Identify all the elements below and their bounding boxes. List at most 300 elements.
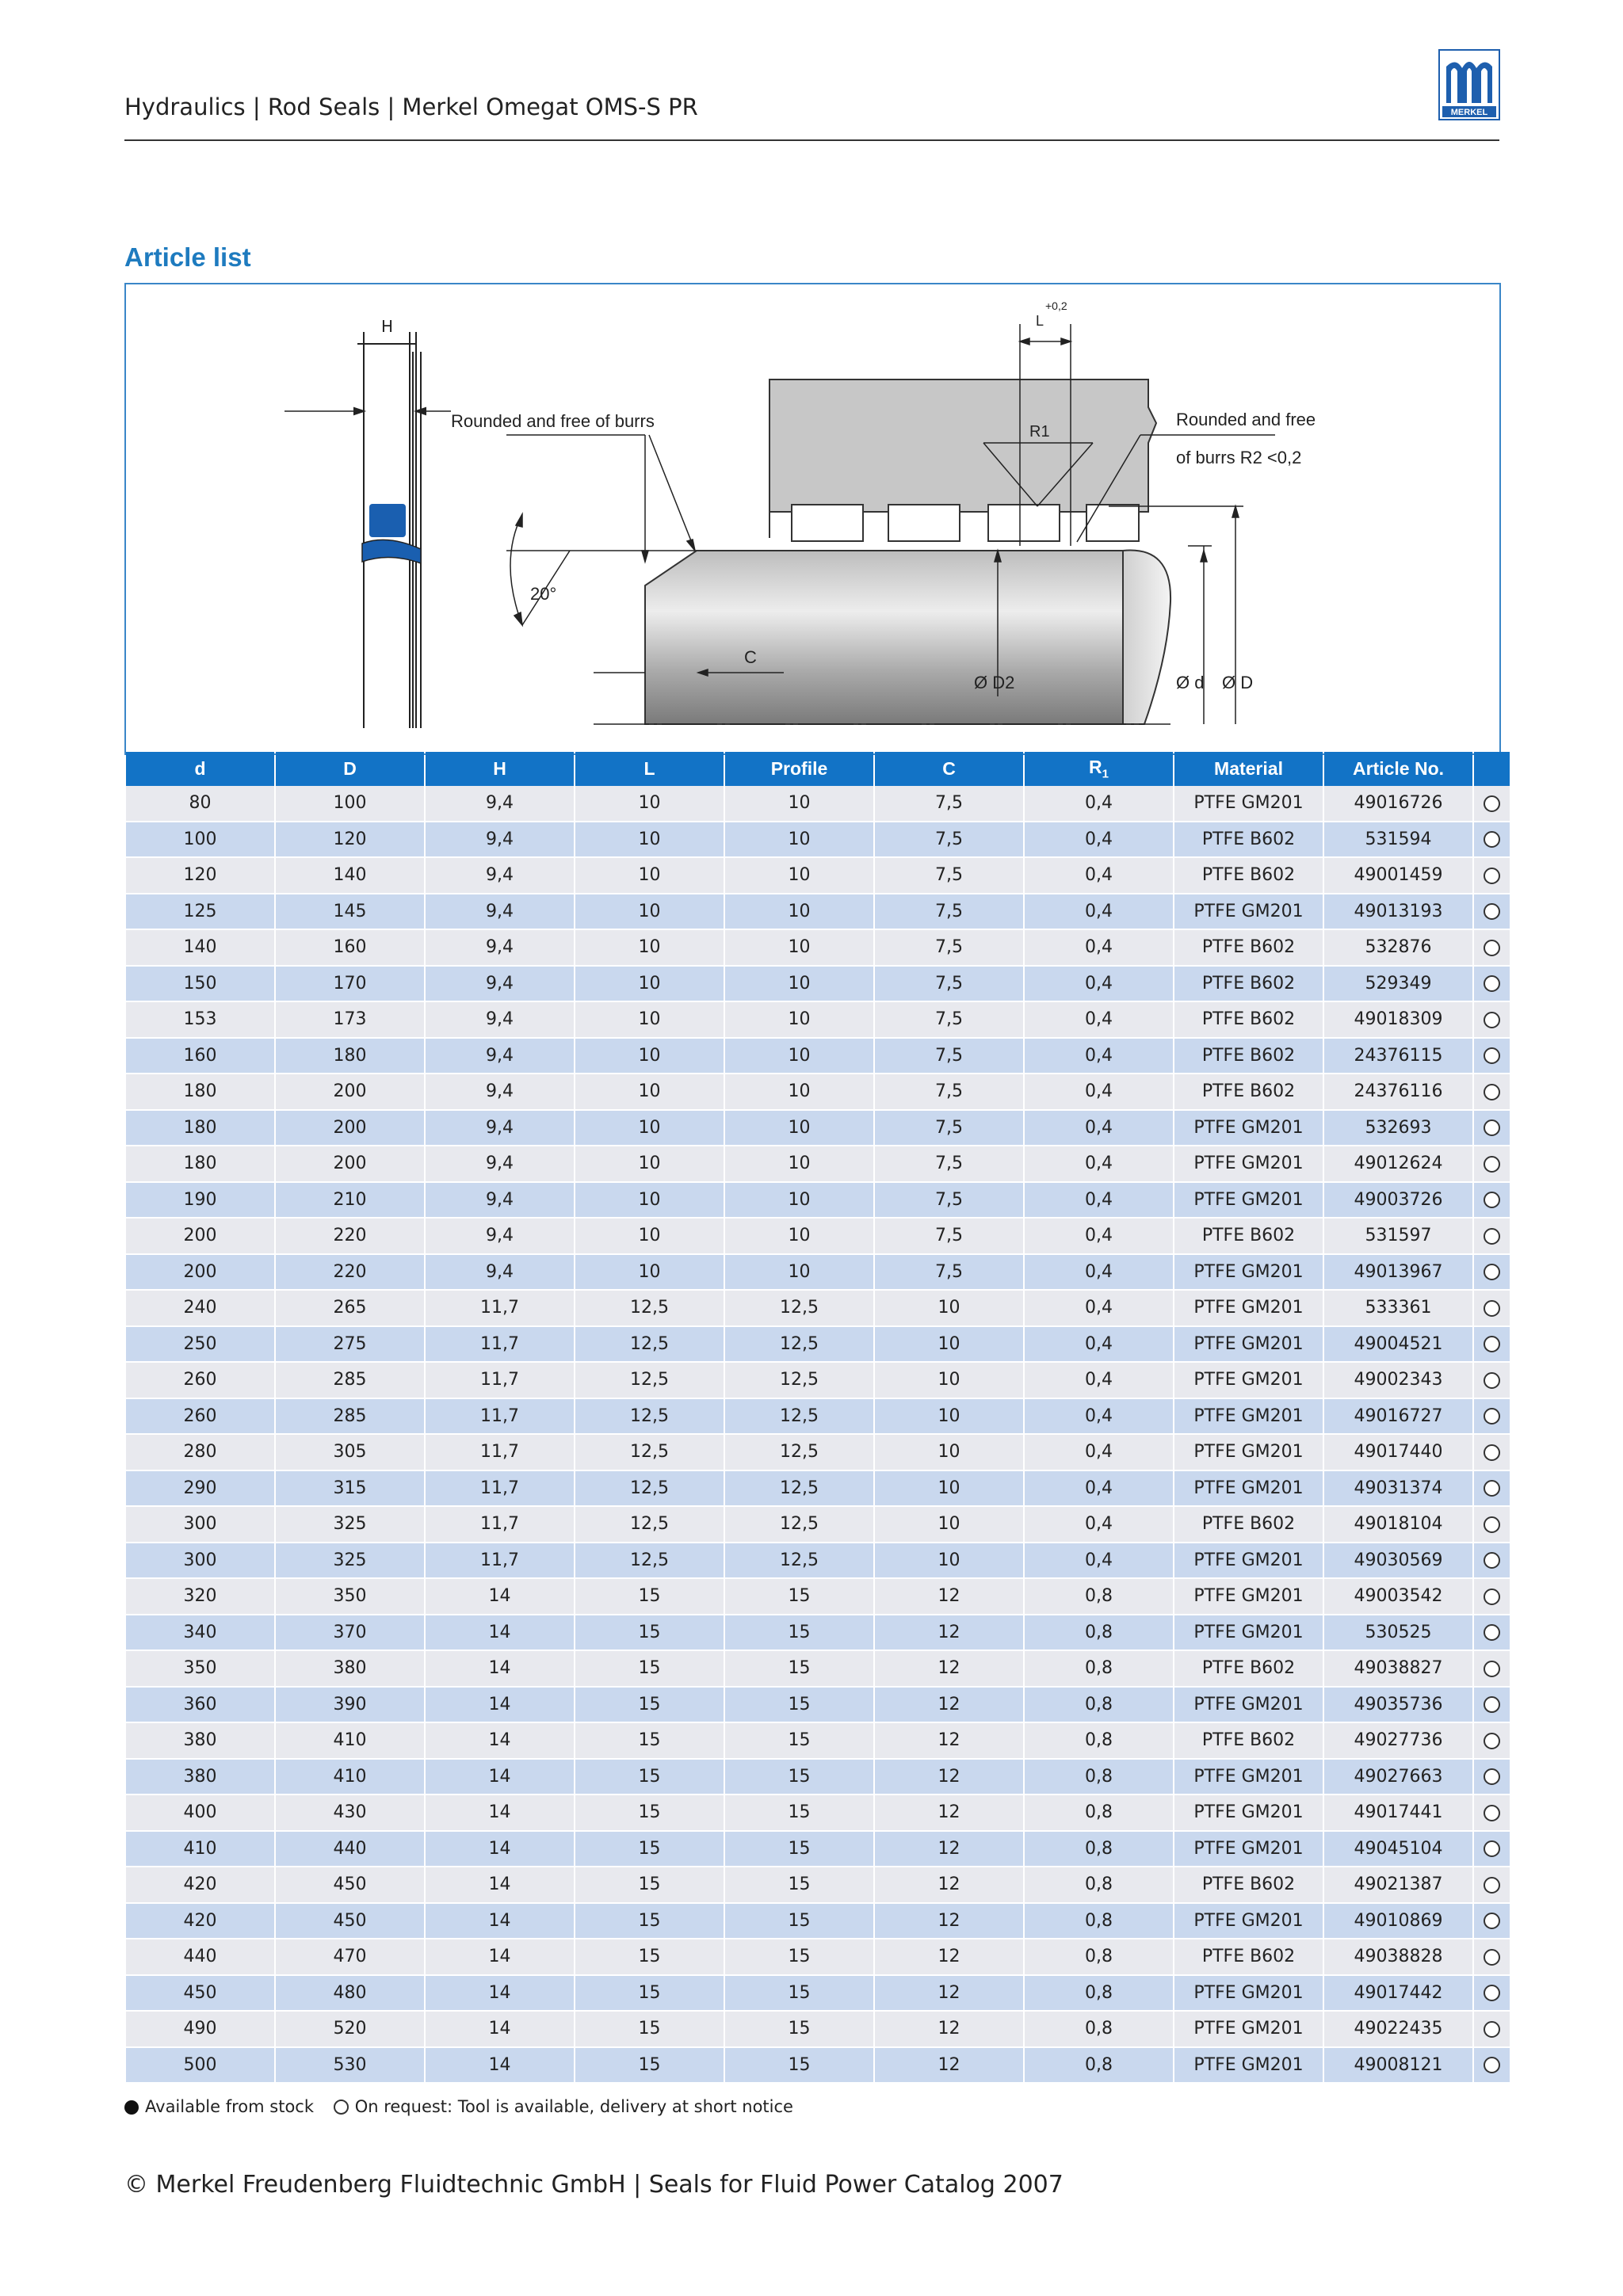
table-row	[126, 1976, 1510, 2012]
table-row	[126, 1291, 1510, 1327]
table-cell: 12,5	[575, 1327, 724, 1363]
table-cell: 450	[126, 1976, 274, 2012]
table-row	[126, 1111, 1510, 1147]
table-cell: 11,7	[426, 1471, 574, 1508]
availability-cell	[1474, 786, 1510, 822]
label-rounded-right-1: Rounded and free	[1176, 410, 1316, 429]
label-d-large: Ø D	[1222, 673, 1254, 692]
table-cell: 12	[875, 1651, 1023, 1688]
table-cell: 15	[725, 1688, 873, 1724]
table-cell: 9,4	[426, 894, 574, 931]
on-request-circle-icon	[1484, 1913, 1500, 1929]
table-cell: 12	[875, 1760, 1023, 1796]
table-cell: 15	[575, 1976, 724, 2012]
table-cell: 450	[276, 1867, 424, 1904]
table-cell: 49008121	[1324, 2048, 1472, 2084]
header-divider	[124, 139, 1499, 141]
table-cell: 180	[126, 1146, 274, 1183]
on-request-circle-icon	[1484, 1552, 1500, 1569]
table-cell: 9,4	[426, 1074, 574, 1111]
table-cell: 10	[725, 1074, 873, 1111]
table-cell: 12	[875, 1904, 1023, 1940]
table-cell: 10	[575, 967, 724, 1003]
table-cell: 10	[725, 1183, 873, 1219]
table-cell: 0,4	[1025, 967, 1173, 1003]
seal-side-view	[285, 332, 451, 728]
table-cell: 300	[126, 1543, 274, 1580]
table-cell: 9,4	[426, 1219, 574, 1255]
table-cell: 15	[575, 1760, 724, 1796]
table-cell: 49004521	[1324, 1327, 1472, 1363]
table-cell: 240	[126, 1291, 274, 1327]
table-cell: 10	[725, 930, 873, 967]
on-request-circle-icon	[1484, 1408, 1500, 1425]
table-cell: 0,8	[1025, 1904, 1173, 1940]
table-cell: 10	[575, 822, 724, 859]
table-row	[126, 1904, 1510, 1940]
table-cell: 10	[725, 1255, 873, 1291]
table-cell: 0,4	[1025, 858, 1173, 894]
table-cell: 9,4	[426, 858, 574, 894]
table-cell: 12,5	[575, 1543, 724, 1580]
table-cell: 49017441	[1324, 1795, 1472, 1832]
table-cell: 0,8	[1025, 1651, 1173, 1688]
on-request-circle-icon	[1484, 1119, 1500, 1136]
on-request-circle-icon	[1484, 1516, 1500, 1533]
table-cell: 7,5	[875, 786, 1023, 822]
table-cell: 12,5	[725, 1399, 873, 1436]
table-cell: PTFE GM201	[1174, 1435, 1323, 1471]
seal-lip-blue	[362, 540, 421, 563]
availability-cell	[1474, 1146, 1510, 1183]
table-cell: 10	[875, 1543, 1023, 1580]
rod	[645, 551, 1123, 724]
table-cell: 0,8	[1025, 2048, 1173, 2084]
table-cell: 120	[126, 858, 274, 894]
table-cell: PTFE GM201	[1174, 1688, 1323, 1724]
table-cell: 14	[426, 1867, 574, 1904]
table-cell: PTFE B602	[1174, 1507, 1323, 1543]
table-cell: 15	[575, 1795, 724, 1832]
section-title: Article list	[124, 242, 251, 272]
table-row	[126, 1579, 1510, 1615]
col-header-D: D	[276, 752, 424, 786]
table-cell: 10	[875, 1471, 1023, 1508]
on-request-circle-icon	[1484, 940, 1500, 956]
table-cell: 530525	[1324, 1615, 1472, 1652]
table-cell: 440	[126, 1939, 274, 1976]
table-cell: 200	[126, 1219, 274, 1255]
on-request-circle-icon	[1484, 868, 1500, 884]
table-cell: 15	[575, 1688, 724, 1724]
table-cell: 14	[426, 1795, 574, 1832]
table-cell: 12	[875, 1832, 1023, 1868]
table-cell: 250	[126, 1327, 274, 1363]
label-l: L	[1036, 313, 1044, 329]
table-cell: PTFE B602	[1174, 858, 1323, 894]
table-cell: 12	[875, 2048, 1023, 2084]
table-cell: 180	[126, 1111, 274, 1147]
table-cell: 12	[875, 1723, 1023, 1760]
col-header-c: C	[875, 752, 1023, 786]
table-cell: 0,4	[1025, 1255, 1173, 1291]
table-cell: 0,4	[1025, 1507, 1173, 1543]
col-header-l: L	[575, 752, 724, 786]
table-cell: 360	[126, 1688, 274, 1724]
table-cell: 0,4	[1025, 1002, 1173, 1039]
table-cell: 0,8	[1025, 1939, 1173, 1976]
table-cell: 7,5	[875, 1111, 1023, 1147]
table-cell: 0,4	[1025, 1219, 1173, 1255]
table-cell: PTFE B602	[1174, 1723, 1323, 1760]
table-cell: PTFE B602	[1174, 1867, 1323, 1904]
availability-cell	[1474, 1074, 1510, 1111]
on-request-circle-icon	[1484, 1733, 1500, 1749]
table-cell: 49017440	[1324, 1435, 1472, 1471]
table-cell: 265	[276, 1291, 424, 1327]
table-cell: 0,8	[1025, 1867, 1173, 1904]
table-cell: 290	[126, 1471, 274, 1508]
table-row	[126, 1039, 1510, 1075]
table-cell: 0,4	[1025, 1363, 1173, 1399]
table-cell: 49002343	[1324, 1363, 1472, 1399]
table-cell: PTFE B602	[1174, 967, 1323, 1003]
table-cell: 0,4	[1025, 1183, 1173, 1219]
table-cell: 340	[126, 1615, 274, 1652]
table-cell: 190	[126, 1183, 274, 1219]
table-cell: 7,5	[875, 1074, 1023, 1111]
table-cell: 480	[276, 1976, 424, 2012]
table-cell: 0,8	[1025, 1688, 1173, 1724]
table-cell: 500	[126, 2048, 274, 2084]
table-cell: 12	[875, 1867, 1023, 1904]
table-cell: 49021387	[1324, 1867, 1472, 1904]
filled-circle-icon	[124, 2100, 139, 2115]
table-row	[126, 1867, 1510, 1904]
table-cell: 10	[575, 786, 724, 822]
table-cell: 15	[725, 1939, 873, 1976]
table-cell: 10	[875, 1291, 1023, 1327]
table-cell: 9,4	[426, 1111, 574, 1147]
on-request-circle-icon	[1484, 1156, 1500, 1173]
table-row	[126, 1074, 1510, 1111]
availability-cell	[1474, 930, 1510, 967]
table-cell: 200	[276, 1111, 424, 1147]
table-cell: 7,5	[875, 1183, 1023, 1219]
table-cell: 15	[725, 2048, 873, 2084]
table-row	[126, 1183, 1510, 1219]
on-request-circle-icon	[1484, 1877, 1500, 1894]
table-cell: 350	[276, 1579, 424, 1615]
table-row	[126, 930, 1510, 967]
table-cell: 49031374	[1324, 1471, 1472, 1508]
table-row	[126, 1146, 1510, 1183]
table-cell: 49027663	[1324, 1760, 1472, 1796]
on-request-circle-icon	[1484, 1012, 1500, 1028]
table-cell: 260	[126, 1363, 274, 1399]
table-cell: PTFE B602	[1174, 1002, 1323, 1039]
table-cell: 10	[575, 1074, 724, 1111]
on-request-circle-icon	[1484, 1264, 1500, 1280]
on-request-circle-icon	[1484, 1192, 1500, 1208]
table-row	[126, 822, 1510, 859]
legend-request: On request: Tool is available, delivery at short notice	[354, 2097, 793, 2116]
table-row	[126, 1435, 1510, 1471]
table-cell: 14	[426, 2012, 574, 2048]
technical-drawing	[124, 283, 1501, 755]
table-cell: 24376115	[1324, 1039, 1472, 1075]
table-cell: 15	[725, 1904, 873, 1940]
table-cell: 15	[575, 2012, 724, 2048]
table-cell: 9,4	[426, 1183, 574, 1219]
table-cell: 10	[575, 1002, 724, 1039]
table-cell: 0,4	[1025, 1543, 1173, 1580]
on-request-circle-icon	[1484, 1047, 1500, 1064]
availability-cell	[1474, 1976, 1510, 2012]
table-cell: 49022435	[1324, 2012, 1472, 2048]
table-cell: PTFE GM201	[1174, 1111, 1323, 1147]
table-cell: 531594	[1324, 822, 1472, 859]
table-cell: 0,4	[1025, 1471, 1173, 1508]
on-request-circle-icon	[1484, 1589, 1500, 1605]
table-cell: 15	[725, 1579, 873, 1615]
table-cell: 532876	[1324, 930, 1472, 967]
table-cell: 49001459	[1324, 858, 1472, 894]
table-cell: 7,5	[875, 1255, 1023, 1291]
availability-cell	[1474, 2048, 1510, 2084]
table-cell: 11,7	[426, 1291, 574, 1327]
table-cell: 350	[126, 1651, 274, 1688]
availability-cell	[1474, 894, 1510, 931]
table-cell: 10	[725, 1002, 873, 1039]
table-cell: 490	[126, 2012, 274, 2048]
on-request-circle-icon	[1484, 1372, 1500, 1389]
availability-cell	[1474, 1327, 1510, 1363]
on-request-circle-icon	[1484, 2057, 1500, 2073]
table-cell: 200	[126, 1255, 274, 1291]
table-cell: 12,5	[575, 1399, 724, 1436]
table-cell: PTFE B602	[1174, 930, 1323, 967]
table-row	[126, 1832, 1510, 1868]
table-cell: 10	[725, 1146, 873, 1183]
article-table	[124, 752, 1511, 2084]
table-cell: 9,4	[426, 1002, 574, 1039]
table-cell: 12,5	[725, 1543, 873, 1580]
table-cell: 315	[276, 1471, 424, 1508]
table-row	[126, 786, 1510, 822]
label-angle: 20°	[530, 584, 557, 604]
table-cell: 11,7	[426, 1399, 574, 1436]
table-cell: 140	[276, 858, 424, 894]
table-cell: 9,4	[426, 1255, 574, 1291]
table-cell: PTFE GM201	[1174, 1543, 1323, 1580]
table-cell: 0,4	[1025, 1291, 1173, 1327]
table-cell: 12,5	[725, 1507, 873, 1543]
table-cell: 15	[725, 1795, 873, 1832]
table-cell: PTFE B602	[1174, 822, 1323, 859]
table-cell: 7,5	[875, 967, 1023, 1003]
table-cell: 14	[426, 1723, 574, 1760]
logo-text: MERKEL	[1450, 108, 1488, 117]
table-cell: 410	[276, 1723, 424, 1760]
table-cell: 14	[426, 2048, 574, 2084]
table-cell: 120	[276, 822, 424, 859]
table-cell: 450	[276, 1904, 424, 1940]
table-cell: 49013967	[1324, 1255, 1472, 1291]
table-cell: 10	[875, 1363, 1023, 1399]
table-cell: 200	[276, 1074, 424, 1111]
table-cell: 173	[276, 1002, 424, 1039]
housing	[769, 379, 1156, 541]
table-cell: 11,7	[426, 1435, 574, 1471]
table-cell: 7,5	[875, 1002, 1023, 1039]
table-row	[126, 1399, 1510, 1436]
table-cell: 410	[126, 1832, 274, 1868]
table-cell: 0,8	[1025, 1832, 1173, 1868]
table-row	[126, 1723, 1510, 1760]
table-cell: 530	[276, 2048, 424, 2084]
table-cell: 100	[126, 822, 274, 859]
availability-cell	[1474, 1111, 1510, 1147]
table-cell: 285	[276, 1399, 424, 1436]
table-cell: 390	[276, 1688, 424, 1724]
on-request-circle-icon	[1484, 795, 1500, 812]
table-row	[126, 1255, 1510, 1291]
label-r1: R1	[1029, 423, 1050, 441]
table-cell: 140	[126, 930, 274, 967]
table-cell: 7,5	[875, 822, 1023, 859]
table-cell: 15	[575, 1615, 724, 1652]
table-cell: PTFE GM201	[1174, 2048, 1323, 2084]
on-request-circle-icon	[1484, 1444, 1500, 1461]
table-cell: PTFE GM201	[1174, 1615, 1323, 1652]
table-cell: 49013193	[1324, 894, 1472, 931]
table-row	[126, 1760, 1510, 1796]
col-header-material: Material	[1174, 752, 1323, 786]
table-cell: 14	[426, 1760, 574, 1796]
table-cell: 9,4	[426, 1039, 574, 1075]
table-cell: 10	[875, 1399, 1023, 1436]
table-cell: 14	[426, 1832, 574, 1868]
table-cell: 531597	[1324, 1219, 1472, 1255]
table-cell: 15	[575, 1904, 724, 1940]
table-cell: 0,4	[1025, 930, 1173, 967]
table-cell: 305	[276, 1435, 424, 1471]
table-cell: 15	[725, 1651, 873, 1688]
table-cell: PTFE GM201	[1174, 894, 1323, 931]
table-cell: 49012624	[1324, 1146, 1472, 1183]
table-cell: 49018104	[1324, 1507, 1472, 1543]
table-cell: 533361	[1324, 1291, 1472, 1327]
table-cell: 10	[725, 1039, 873, 1075]
table-cell: 49038828	[1324, 1939, 1472, 1976]
table-cell: PTFE GM201	[1174, 1291, 1323, 1327]
table-cell: 12,5	[725, 1471, 873, 1508]
table-cell: 7,5	[875, 1039, 1023, 1075]
availability-cell	[1474, 1688, 1510, 1724]
table-cell: 400	[126, 1795, 274, 1832]
table-cell: 11,7	[426, 1327, 574, 1363]
table-cell: 10	[575, 858, 724, 894]
table-cell: 9,4	[426, 930, 574, 967]
col-header-article-no: Article No.	[1324, 752, 1472, 786]
table-row	[126, 1651, 1510, 1688]
table-cell: 180	[276, 1039, 424, 1075]
table-cell: 10	[575, 1039, 724, 1075]
availability-cell	[1474, 1435, 1510, 1471]
label-rounded-right-2: of burrs R2 <0,2	[1176, 448, 1302, 467]
table-cell: PTFE GM201	[1174, 2012, 1323, 2048]
table-cell: 12	[875, 1976, 1023, 2012]
on-request-circle-icon	[1484, 1336, 1500, 1352]
table-cell: 12	[875, 1579, 1023, 1615]
table-cell: 49045104	[1324, 1832, 1472, 1868]
availability-cell	[1474, 858, 1510, 894]
table-cell: 11,7	[426, 1543, 574, 1580]
table-cell: 10	[725, 786, 873, 822]
availability-cell	[1474, 1219, 1510, 1255]
table-cell: 15	[725, 1723, 873, 1760]
availability-cell	[1474, 1507, 1510, 1543]
availability-cell	[1474, 1471, 1510, 1508]
table-cell: 380	[276, 1651, 424, 1688]
table-cell: PTFE GM201	[1174, 1399, 1323, 1436]
empty-circle-icon	[334, 2100, 349, 2115]
availability-cell	[1474, 1291, 1510, 1327]
on-request-circle-icon	[1484, 975, 1500, 992]
table-cell: PTFE GM201	[1174, 1183, 1323, 1219]
table-row	[126, 1543, 1510, 1580]
table-cell: 15	[575, 1867, 724, 1904]
table-cell: 300	[126, 1507, 274, 1543]
merkel-logo	[1438, 49, 1500, 120]
table-cell: 15	[575, 1579, 724, 1615]
page-footer: © Merkel Freudenberg Fluidtechnic GmbH | Seals for Fluid Power Catalog 2007	[124, 2171, 1064, 2199]
availability-cell	[1474, 1399, 1510, 1436]
availability-cell	[1474, 1832, 1510, 1868]
table-cell: PTFE GM201	[1174, 786, 1323, 822]
table-cell: 0,8	[1025, 1579, 1173, 1615]
table-cell: 12	[875, 1939, 1023, 1976]
table-cell: 0,8	[1025, 1723, 1173, 1760]
table-cell: 160	[126, 1039, 274, 1075]
col-header-r1: $R_1$	[1025, 752, 1173, 786]
table-row	[126, 1615, 1510, 1652]
rod-end	[1123, 551, 1170, 724]
table-cell: 11,7	[426, 1507, 574, 1543]
table-cell: 10	[875, 1435, 1023, 1471]
table-cell: PTFE GM201	[1174, 1904, 1323, 1940]
table-cell: 170	[276, 967, 424, 1003]
table-cell: 380	[126, 1760, 274, 1796]
table-cell: 49016727	[1324, 1399, 1472, 1436]
on-request-circle-icon	[1484, 1480, 1500, 1497]
table-cell: 0,4	[1025, 1039, 1173, 1075]
table-row	[126, 1795, 1510, 1832]
table-cell: 15	[725, 1760, 873, 1796]
table-cell: 12,5	[725, 1327, 873, 1363]
on-request-circle-icon	[1484, 2021, 1500, 2038]
table-cell: 14	[426, 1651, 574, 1688]
table-cell: 420	[126, 1904, 274, 1940]
table-cell: 15	[575, 1723, 724, 1760]
on-request-circle-icon	[1484, 1949, 1500, 1966]
table-cell: 180	[126, 1074, 274, 1111]
table-row	[126, 1002, 1510, 1039]
label-d2: Ø D2	[974, 673, 1015, 692]
table-cell: 15	[725, 2012, 873, 2048]
availability-cell	[1474, 1255, 1510, 1291]
